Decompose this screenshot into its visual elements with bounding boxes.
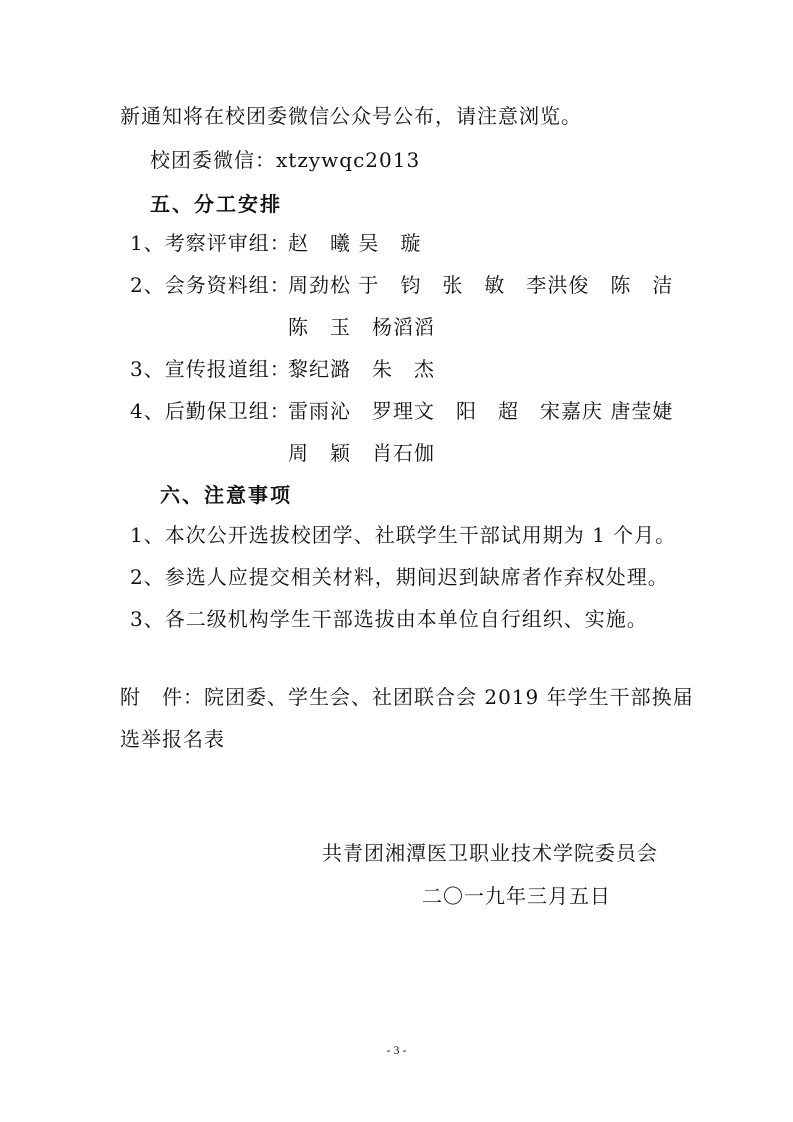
section5-heading: 五、分工安排 <box>150 192 282 216</box>
group-names-publicity: 黎纪潞 朱 杰 <box>288 357 435 381</box>
group-label-review: 1、考察评审组： <box>130 231 291 255</box>
notice-item-1: 1、本次公开选拔校团学、社联学生干部试用期为 1 个月。 <box>130 523 677 547</box>
group-names-review: 赵 曦 吴 璇 <box>288 231 422 255</box>
intro-line: 新通知将在校团委微信公众号公布，请注意浏览。 <box>120 104 582 128</box>
signature-date: 二〇一九年三月五日 <box>422 884 611 908</box>
group-names-logistics: 雷雨沁 罗理文 阳 超 宋嘉庆 唐莹婕 <box>288 399 674 423</box>
signature-org: 共青团湘潭医卫职业技术学院委员会 <box>322 841 658 865</box>
notice-item-3: 3、各二级机构学生干部选拔由本单位自行组织、实施。 <box>130 607 648 631</box>
group-label-materials: 2、会务资料组： <box>130 273 291 297</box>
group-names-materials-cont: 陈 玉 杨滔滔 <box>288 315 435 339</box>
group-label-publicity: 3、宣传报道组： <box>130 357 291 381</box>
group-label-logistics: 4、后勤保卫组： <box>130 399 291 423</box>
wechat-line: 校团委微信：xtzywqc2013 <box>150 148 421 172</box>
group-names-logistics-cont: 周 颖 肖石伽 <box>288 441 435 465</box>
page-number: - 3 - <box>386 1043 407 1057</box>
notice-item-2: 2、参选人应提交相关材料，期间迟到缺席者作弃权处理。 <box>130 565 669 589</box>
attachment-line-1: 附 件：院团委、学生会、社团联合会 2019 年学生干部换届 <box>120 685 694 709</box>
attachment-line-2: 选举报名表 <box>120 727 225 751</box>
group-names-materials: 周劲松 于 钧 张 敏 李洪俊 陈 洁 <box>288 273 674 297</box>
section6-heading: 六、注意事项 <box>160 483 292 507</box>
